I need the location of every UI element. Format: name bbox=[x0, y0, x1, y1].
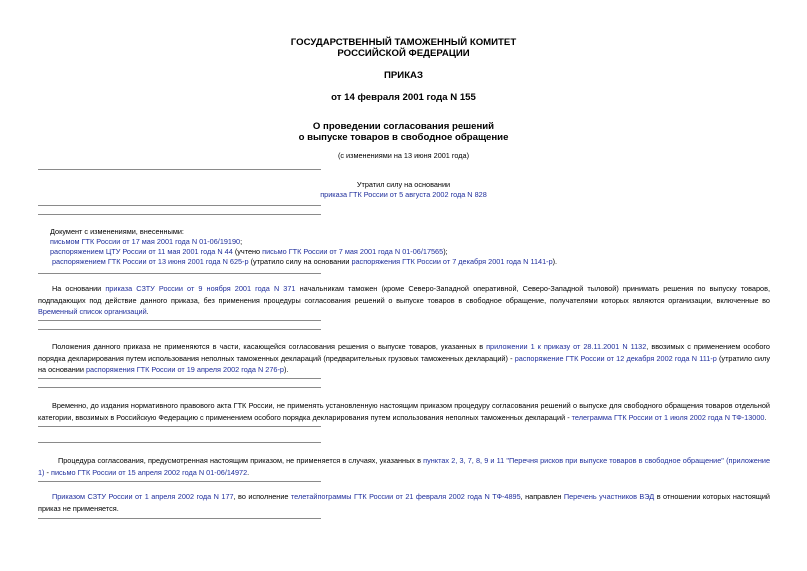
note-4-link-2[interactable]: письмо ГТК России от 15 апреля 2002 года N 01-06/14972 bbox=[51, 467, 248, 477]
note-3-link[interactable]: телеграмма ГТК России от 1 июля 2002 года N ТФ-13000 bbox=[571, 412, 765, 422]
doc-title-line2: о выпуске товаров в свободное обращение bbox=[298, 132, 509, 143]
divider bbox=[38, 273, 321, 274]
org-name-line1: ГОСУДАРСТВЕННЫЙ ТАМОЖЕННЫЙ КОМИТЕТ bbox=[290, 37, 517, 48]
amendment-link-3b[interactable]: распоряжения ГТК России от 7 декабря 2001 года N 1141-р bbox=[351, 257, 553, 266]
divider bbox=[38, 329, 321, 330]
repealed-link[interactable]: приказа ГТК России от 5 августа 2002 года N 828 bbox=[320, 190, 487, 199]
note-5-link-2[interactable]: телетайпограммы ГТК России от 21 февраля 2002 года N ТФ-4895 bbox=[290, 492, 521, 501]
divider bbox=[38, 205, 321, 206]
note-1-link[interactable]: приказа СЗТУ России от 9 ноября 2001 года N 371 bbox=[105, 284, 296, 293]
repealed-text: Утратил силу на основании bbox=[356, 180, 451, 189]
amendment-item-3: распоряжением ГТК России от 13 июня 2001 года N 625-р (утратило силу на основании распоряжения ГТК России от 7 декабря 2001 года N 1141-р). bbox=[52, 257, 558, 266]
divider bbox=[38, 518, 321, 519]
note-5: Приказом СЗТУ России от 1 апреля 2002 года N 177, во исполнение телетайпограммы ГТК России от 21 февраля 2002 года N ТФ-4895, направлен Перечень участников ВЭД в отношении которых настоящий приказ не применяется. bbox=[38, 492, 770, 513]
note-1-link-2[interactable]: Временный список организаций bbox=[38, 307, 147, 317]
note-5-link[interactable]: Приказом СЗТУ России от 1 апреля 2002 года N 177 bbox=[52, 492, 234, 501]
amendment-link-3[interactable]: распоряжением ГТК России от 13 июня 2001 года N 625-р bbox=[52, 257, 249, 266]
note-3: Временно, до издания нормативного правового акта ГТК России, не применять установленную настоящим приказом процедуру согласования решений о выпуске для свободного обращения товаров отдельной категории, ввозимых в Российскую Федерацию с применением особого порядка декларирования путем использования неполных таможенных деклараций - телеграмма ГТК России от 1 июля 2002 года N ТФ-13000. bbox=[38, 401, 770, 422]
divider bbox=[38, 481, 321, 482]
divider bbox=[38, 442, 321, 443]
note-2-link-2[interactable]: распоряжение ГТК России от 12 декабря 2002 года N 111-р bbox=[514, 353, 717, 363]
repealed-line bbox=[0, 190, 807, 200]
divider bbox=[38, 169, 321, 170]
doc-title-line1: О проведении согласования решений bbox=[312, 121, 495, 132]
divider bbox=[38, 387, 321, 388]
divider bbox=[38, 320, 321, 321]
doc-type: ПРИКАЗ bbox=[384, 70, 423, 81]
amendment-item-1: письмом ГТК России от 17 мая 2001 года N 01-06/19190; bbox=[50, 237, 243, 246]
amendment-link-2[interactable]: распоряжением ЦТУ России от 11 мая 2001 года N 44 bbox=[50, 247, 233, 256]
note-2-link-3[interactable]: распоряжения ГТК России от 19 апреля 2002 года N 276-р bbox=[85, 365, 284, 375]
divider bbox=[38, 426, 321, 427]
note-2-link[interactable]: приложении 1 к приказу от 28.11.2001 N 1132 bbox=[486, 342, 647, 351]
org-name-line2: РОССИЙСКОЙ ФЕДЕРАЦИИ bbox=[337, 48, 470, 59]
note-2: Положения данного приказа не применяются в части, касающейся согласования решения о выпуске товаров, указанных в приложении 1 к приказу от 28.11.2001 N 1132, ввозимых с применением особого порядка декларирования путем использования неполных таможенных деклараций (предварительных грузовых таможенных деклараций) - распоряжение ГТК России от 12 декабря 2002 года N 111-р (утратило силу на основании распоряжения ГТК России от 19 апреля 2002 года N 276-р). bbox=[38, 342, 771, 375]
note-4-link[interactable]: пунктах 2, 3, 7, 8, 9 и 11 "Перечня рисков при выпуске товаров в свободное обращение" (приложение 1) bbox=[38, 456, 770, 477]
note-1: На основании приказа СЗТУ России от 9 ноября 2001 года N 371 начальникам таможен (кроме Северо-Западной оперативной, Северо-Западной тыловой) принимать решения по выпуску товаров, подпадающих под действие данного приказа, без применения процедуры согласования решений о выпуске товаров в свободное обращение, получателями которых являются организации, включенные во Временный список организаций. bbox=[38, 284, 770, 317]
divider bbox=[38, 214, 321, 215]
divider bbox=[38, 378, 321, 379]
amendments-intro: Документ с изменениями, внесенными: bbox=[50, 227, 184, 236]
amendment-link-2b[interactable]: письмо ГТК России от 7 мая 2001 года N 01-06/17565 bbox=[262, 247, 444, 256]
note-5-link-3[interactable]: Перечень участников ВЭД bbox=[563, 492, 655, 501]
amendment-link-1[interactable]: письмом ГТК России от 17 мая 2001 года N 01-06/19190 bbox=[50, 237, 241, 246]
note-4: Процедура согласования, предусмотренная настоящим приказом, не применяется в случаях, указанных в пунктах 2, 3, 7, 8, 9 и 11 "Перечня рисков при выпуске товаров в свободное обращение" (приложение 1) - письмо ГТК России от 15 апреля 2002 года N 01-06/14972. bbox=[38, 456, 770, 477]
amendment-item-2: распоряжением ЦТУ России от 11 мая 2001 года N 44 (учтено письмо ГТК России от 7 мая 2001 года N 01-06/17565); bbox=[50, 247, 448, 256]
doc-date-number: от 14 февраля 2001 года N 155 bbox=[331, 92, 476, 103]
amended-note: (с изменениями на 13 июня 2001 года) bbox=[337, 151, 470, 160]
